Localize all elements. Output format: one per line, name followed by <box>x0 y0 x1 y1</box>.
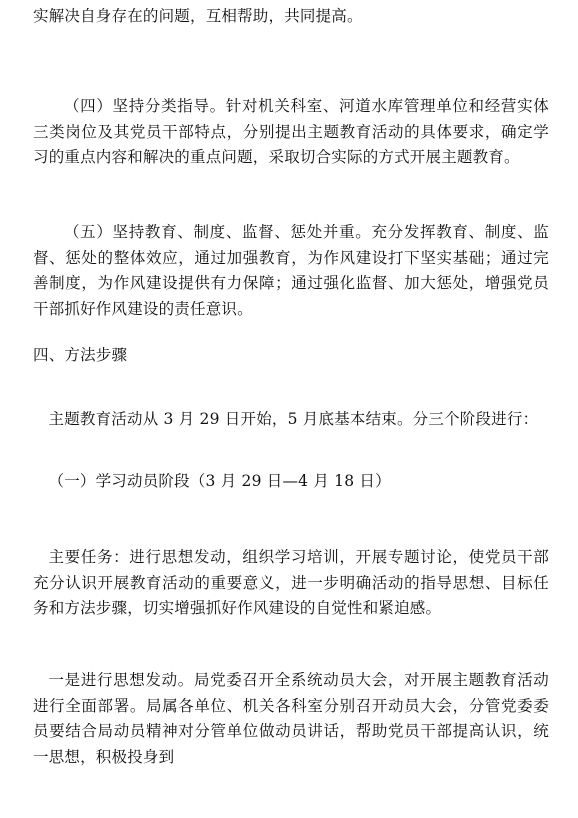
paragraph-classified-guidance: （四）坚持分类指导。针对机关科室、河道水库管理单位和经营实体三类岗位及其党员干部特点，分别提出主题教育活动的具体要求，确定学习的重点内容和解决的重点问题，采取切合实际的方式开展主题教育。 <box>33 97 549 166</box>
section-heading-methods-steps: 四、方法步骤 <box>33 346 128 364</box>
paragraph-continuation: 实解决自身存在的问题，互相帮助，共同提高。 <box>33 7 363 25</box>
paragraph-ideological-mobilization: 一是进行思想发动。局党委召开全系统动员大会，对开展主题教育活动进行全面部署。局属各单位、机关各科室分别召开动员大会，分管党委委员要结合局动员精神对分管单位做动员讲话，帮助党员干部提高认识，统一思想，积极投身到 <box>33 671 549 766</box>
subheading-study-mobilization: （一）学习动员阶段（3 月 29 日—4 月 18 日） <box>48 472 391 490</box>
paragraph-education-supervision: （五）坚持教育、制度、监督、惩处并重。充分发挥教育、制度、监督、惩处的整体效应，通过加强教育，为作风建设打下坚实基础；通过完善制度，为作风建设提供有力保障；通过强化监督、加大惩处，增强党员干部抓好作风建设的责任意识。 <box>33 223 549 318</box>
paragraph-schedule: 主题教育活动从 3 月 29 日开始，5 月底基本结束。分三个阶段进行： <box>48 410 539 428</box>
paragraph-main-tasks: 主要任务：进行思想发动，组织学习培训，开展专题讨论，使党员干部充分认识开展教育活动的重要意义，进一步明确活动的指导思想、目标任务和方法步骤，切实增强抓好作风建设的自觉性和紧迫感。 <box>33 548 549 617</box>
